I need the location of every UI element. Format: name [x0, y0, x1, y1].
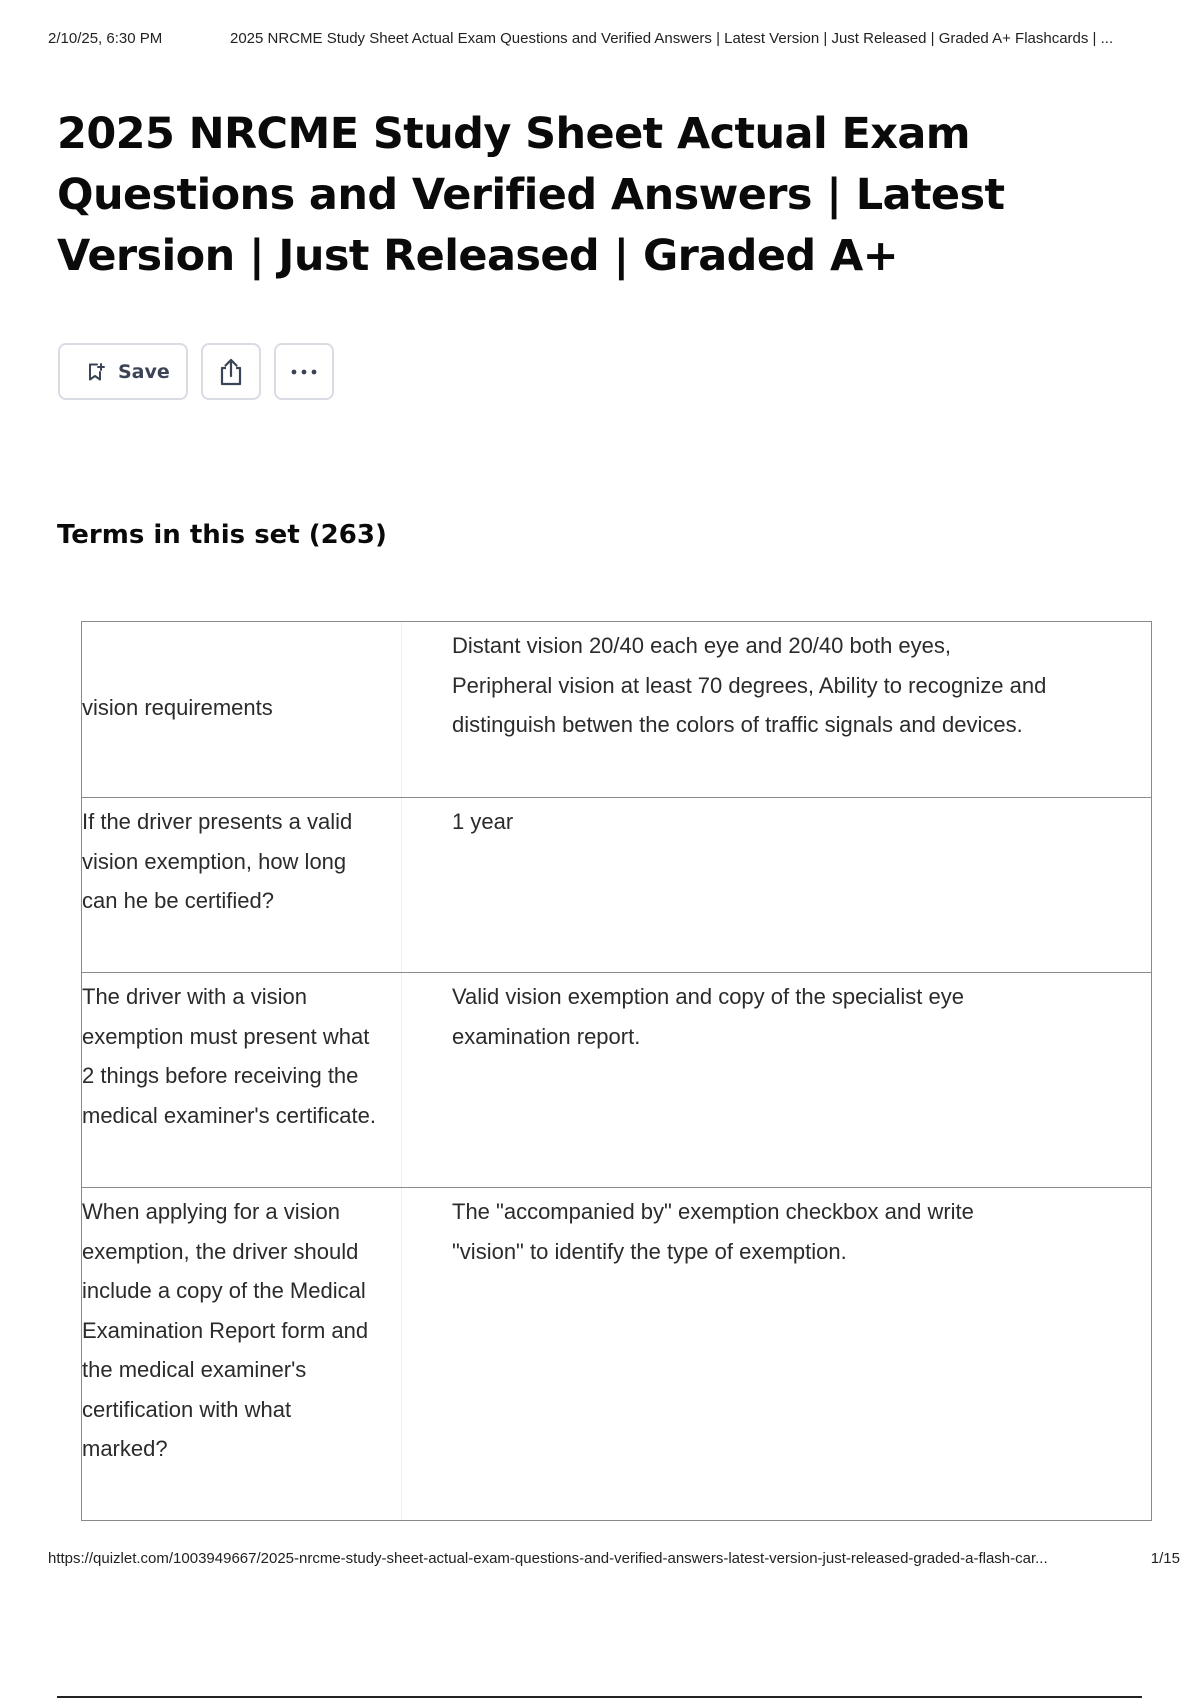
definition-text: Distant vision 20/40 each eye and 20/40 both eyes, Peripheral vision at least 70 degrees, Ability to recognize and distinguish betwen the colors of traffic signals and devices. — [452, 633, 1047, 737]
term-card[interactable] — [82, 798, 1151, 973]
definition-text: Valid vision exemption and copy of the specialist eye examination report. — [452, 984, 964, 1049]
term-text: If the driver presents a valid vision exemption, how long can he be certified? — [82, 798, 402, 972]
definition-text: The "accompanied by" exemption checkbox and write "vision" to identify the type of exemption. — [452, 1199, 974, 1264]
save-button-label: Save — [118, 360, 170, 383]
more-options-button[interactable] — [274, 343, 334, 400]
page-number: 1/15 — [1150, 1550, 1180, 1567]
save-button[interactable] — [58, 343, 188, 400]
print-footer — [48, 1550, 1180, 1570]
term-card[interactable] — [82, 1188, 1151, 1520]
term-text: When applying for a vision exemption, the driver should include a copy of the Medical Examination Report form and the medical examiner's certification with what marked? — [82, 1188, 402, 1520]
term-text: vision requirements — [82, 622, 402, 797]
term-text: The driver with a vision exemption must present what 2 things before receiving the medical examiner's certificate. — [82, 973, 402, 1187]
print-datetime: 2/10/25, 6:30 PM — [48, 30, 163, 47]
terms-heading: Terms in this set (263) — [57, 520, 387, 550]
term-card[interactable] — [82, 622, 1151, 798]
share-icon — [217, 357, 245, 387]
page-title: 2025 NRCME Study Sheet Actual Exam Questions and Verified Answers | Latest Version | Just Released | Graded A+ — [57, 109, 1005, 281]
definition-text: 1 year — [452, 809, 514, 834]
term-card[interactable] — [82, 973, 1151, 1188]
more-options-icon — [289, 368, 319, 376]
print-document-title: 2025 NRCME Study Sheet Actual Exam Questions and Verified Answers | Latest Version | Just Released | Graded A+ Flashcards | ... — [230, 30, 1114, 47]
print-url: https://quizlet.com/1003949667/2025-nrcme-study-sheet-actual-exam-questions-and-verified-answers-latest-version-just-released-graded-a-flash-car... — [48, 1550, 1048, 1567]
divider — [57, 1696, 1142, 1698]
print-header — [48, 30, 1180, 50]
terms-table — [81, 621, 1152, 1521]
share-button[interactable] — [201, 343, 261, 400]
bookmark-add-icon — [86, 362, 106, 382]
